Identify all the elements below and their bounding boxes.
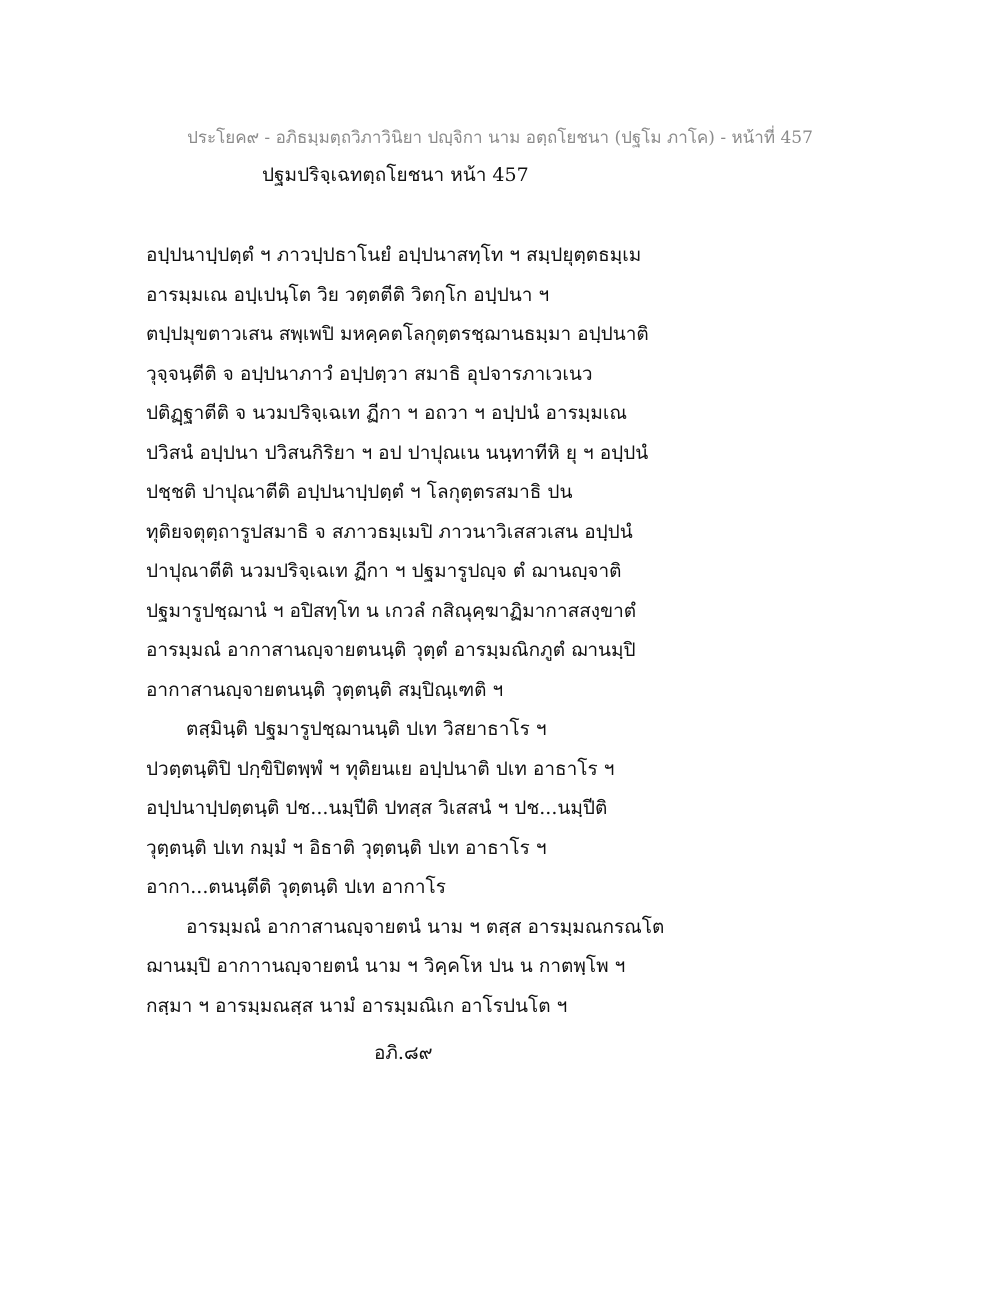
footer-signature: อภิ.๘๙ bbox=[374, 1042, 433, 1064]
text-line: อารมฺมเณ อปฺเปนฺโต วิย วตฺตตีติ วิตกฺโก อปฺปนา ฯ bbox=[146, 283, 550, 306]
text-line: วุจฺจนฺตีติ จ อปฺปนาภาวํ อปฺปตฺวา สมาธิ อุปจารภาเวเนว bbox=[146, 362, 593, 385]
text-line: อากา...ตนนฺตีติ วุตฺตนฺติ ปเท อากาโร bbox=[146, 876, 446, 898]
body-text bbox=[146, 240, 866, 1030]
text-line: ปติฏฺฐาตีติ จ นวมปริจฺเฉเท ฏีกา ฯ อถวา ฯ อปฺปนํ อารมฺมเณ bbox=[146, 402, 627, 424]
text-line: ปชฺชติ ปาปุณาตีติ อปฺปนาปฺปตฺตํ ฯ โลกุตฺตรสมาธิ ปน bbox=[146, 481, 573, 503]
text-line: ปวิสนํ อปฺปนา ปวิสนกิริยา ฯ อป ปาปุณเน นนฺทาทีหิ ยุ ฯ อปฺปนํ bbox=[146, 441, 649, 464]
text-line: ปฐมารูปชฺฌานํ ฯ อปิสทฺโท น เกวลํ กสิณุคฺฆาฏิมากาสสงฺขาตํ bbox=[146, 599, 637, 622]
text-line: อากาสานญฺจายตนนฺติ วุตฺตนฺติ สมฺปิณฺเฑติ ฯ bbox=[146, 678, 504, 701]
text-line: วุตฺตนฺติ ปเท กมฺมํ ฯ อิธาติ วุตฺตนฺติ ปเท อาธาโร ฯ bbox=[146, 836, 547, 859]
paragraph-start-line: อารมฺมณํ อากาสานญฺจายตนํ นาม ฯ ตสฺส อารมฺมณกรณโต bbox=[186, 915, 665, 938]
text-line: ฌานมฺปิ อากาานญฺจายตนํ นาม ฯ วิคฺคโห ปน น กาตพฺโพ ฯ bbox=[146, 955, 626, 977]
text-line: อปฺปนาปฺปตฺตนฺติ ปช...นมฺปีติ ปทสฺส วิเสสนํ ฯ ปช...นมฺปีติ bbox=[146, 797, 608, 819]
text-line: อปฺปนาปฺปตฺตํ ฯ ภาวปฺปธาโนยํ อปฺปนาสทฺโท ฯ สมฺปยุตฺตธมฺเม bbox=[146, 244, 642, 266]
text-line: ปาปุณาตีติ นวมปริจฺเฉเท ฏีกา ฯ ปฐมารูปญฺจ ตํ ฌานญฺจาติ bbox=[146, 560, 622, 582]
running-head-text: ประโยค๙ - อภิธมฺมตฺถวิภาวินิยา ปญฺจิกา นาม อตฺถโยชนา (ปฐโม ภาโค) - หน้าที่ 457 bbox=[187, 128, 813, 148]
running-head bbox=[0, 124, 1000, 151]
text-line: กสฺมา ฯ อารมฺมณสฺส นามํ อารมฺมณิเก อาโรปนโต ฯ bbox=[146, 994, 568, 1017]
text-line: อารมฺมณํ อากาสานญฺจายตนนฺติ วุตฺตํ อารมฺมณิกภูตํ ฌานมฺปิ bbox=[146, 639, 636, 661]
text-line: ทุติยจตุตฺถารูปสมาธิ จ สภาวธมฺเมปิ ภาวนาวิเสสวเสน อปฺปนํ bbox=[146, 520, 633, 543]
paragraph-start-line: ตสฺมินฺติ ปฐมารูปชฺฌานนฺติ ปเท วิสยาธาโร ฯ bbox=[186, 718, 547, 740]
text-line: ปวตฺตนฺติปิ ปกฺขิปิตพฺพํ ฯ ทุติยนเย อปฺปนาติ ปเท อาธาโร ฯ bbox=[146, 757, 615, 780]
text-line: ตปฺปมุขตาวเสน สพฺเพปิ มหคฺคตโลกุตฺตรชฺฌานธมฺมา อปฺปนาติ bbox=[146, 323, 649, 345]
section-title: ปฐมปริจฺเฉทตฺถโยชนา หน้า 457 bbox=[262, 164, 529, 186]
